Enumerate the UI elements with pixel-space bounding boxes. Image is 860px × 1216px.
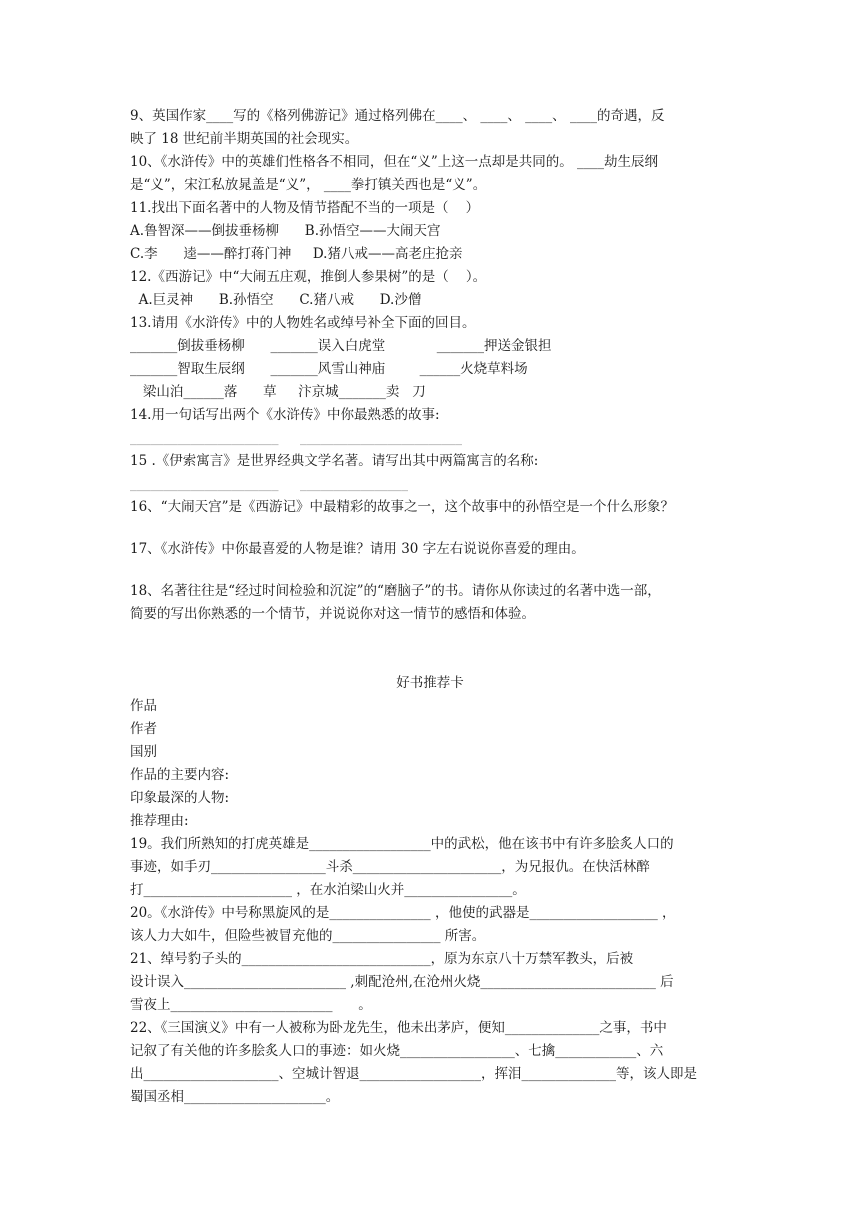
- book-card-content: 作品的主要内容:: [130, 767, 230, 783]
- question-13-row-1: _______倒拔垂杨柳 _______误入白虎堂 _______押送金银担: [130, 338, 552, 354]
- question-16: 16、“大闹天宫”是《西游记》中最精彩的故事之一，这个故事中的孙悟空是一个什么形象？: [130, 499, 674, 515]
- question-17: 17、《水浒传》中你最喜爱的人物是谁？请用 30 字左右说说你喜爱的理由。: [130, 541, 585, 557]
- book-card-author: 作者: [130, 721, 157, 737]
- question-22-line-2: 记叙了有关他的许多脍炙人口的事迹：如火烧_________________、七擒____________、六: [130, 1043, 664, 1059]
- book-card-character: 印象最深的人物:: [130, 790, 230, 806]
- question-18-line-1: 18、名著往往是“经过时间检验和沉淀”的“磨脑子”的书。请你从你读过的名著中选一部，: [130, 583, 661, 599]
- question-9-line-2: 映了 18 世纪前半期英国的社会现实。: [130, 131, 359, 147]
- question-10-line-2: 是“义”，宋江私放晁盖是“义”， ____拳打镇关西也是“义”。: [130, 177, 487, 193]
- book-card-work: 作品: [130, 698, 157, 714]
- question-19-line-3: 打______________________ ，在水泊梁山火并________________。: [130, 882, 526, 898]
- question-22-line-4: 蜀国丞相_____________________。: [130, 1089, 340, 1105]
- question-12-options: A.巨灵神 B.孙悟空 C.猪八戒 D.沙僧: [130, 292, 422, 308]
- question-12-stem: 12.《西游记》中“大闹五庄观，推倒人参果树”的是（ ）。: [130, 269, 487, 285]
- question-22-line-1: 22、《三国演义》中有一人被称为卧龙先生，他未出茅庐，便知______________之事，书中: [130, 1020, 667, 1036]
- question-11-options-cd: C.李 逵——醉打蒋门神 D.猪八戒——高老庄抢亲: [130, 246, 463, 262]
- question-19-line-1: 19。我们所熟知的打虎英雄是__________________中的武松，他在该书中有许多脍炙人口的: [130, 836, 674, 852]
- question-11-stem: 11.找出下面名著中的人物及情节搭配不当的一项是（ ）: [130, 200, 480, 216]
- question-21-line-1: 21、绰号豹子头的____________________________，原为东京八十万禁军教头，后被: [130, 951, 634, 967]
- question-15-answer-blank: ______________________ ________________: [130, 476, 408, 492]
- question-10-line-1: 10、《水浒传》中的英雄们性格各不相同，但在“义”上这一点却是共同的。 ____劫生辰纲: [130, 154, 659, 170]
- question-9-line-1: 9、英国作家____写的《格列佛游记》通过格列佛在____、 ____、 ____、 ____的奇遇，反: [130, 108, 665, 124]
- question-19-line-2: 事迹，如手刃_________________斗杀______________________，为兄报仇。在快活林醉: [130, 859, 650, 875]
- question-13-row-2: _______智取生辰纲 _______风雪山神庙 ______火烧草料场: [130, 361, 528, 377]
- question-11-options-ab: A.鲁智深——倒拔垂杨柳 B.孙悟空——大闹天宫: [130, 223, 441, 239]
- book-card-reason: 推荐理由:: [130, 813, 189, 829]
- question-20-line-1: 20。《水浒传》中号称黑旋风的是_______________ ，他使的武器是___________________ ，: [130, 905, 676, 921]
- question-14-answer-blank: ______________________ ________________________: [130, 430, 462, 446]
- book-card-country: 国别: [130, 744, 157, 760]
- question-21-line-3: 雪夜上________________________ 。: [130, 997, 372, 1013]
- question-13-stem: 13.请用《水浒传》中的人物姓名或绰号补全下面的回目。: [130, 315, 476, 331]
- question-22-line-3: 出____________________、空城计智退__________________，挥泪______________等，该人即是: [130, 1066, 697, 1082]
- question-21-line-2: 设计误入________________________ ,刺配沧州,在沧州火烧__________________________ 后: [130, 974, 674, 990]
- book-card-title: 好书推荐卡: [396, 675, 464, 691]
- question-13-row-3: 梁山泊______落 草 汴京城_______卖 刀: [130, 384, 426, 400]
- question-14-stem: 14.用一句话写出两个《水浒传》中你最熟悉的故事:: [130, 407, 440, 423]
- question-15-stem: 15 .《伊索寓言》是世界经典文学名著。请写出其中两篇寓言的名称:: [130, 453, 539, 469]
- question-20-line-2: 该人力大如牛，但险些被冒充他的________________ 所害。: [130, 928, 486, 944]
- question-18-line-2: 简要的写出你熟悉的一个情节，并说说你对这一情节的感悟和体验。: [130, 606, 535, 622]
